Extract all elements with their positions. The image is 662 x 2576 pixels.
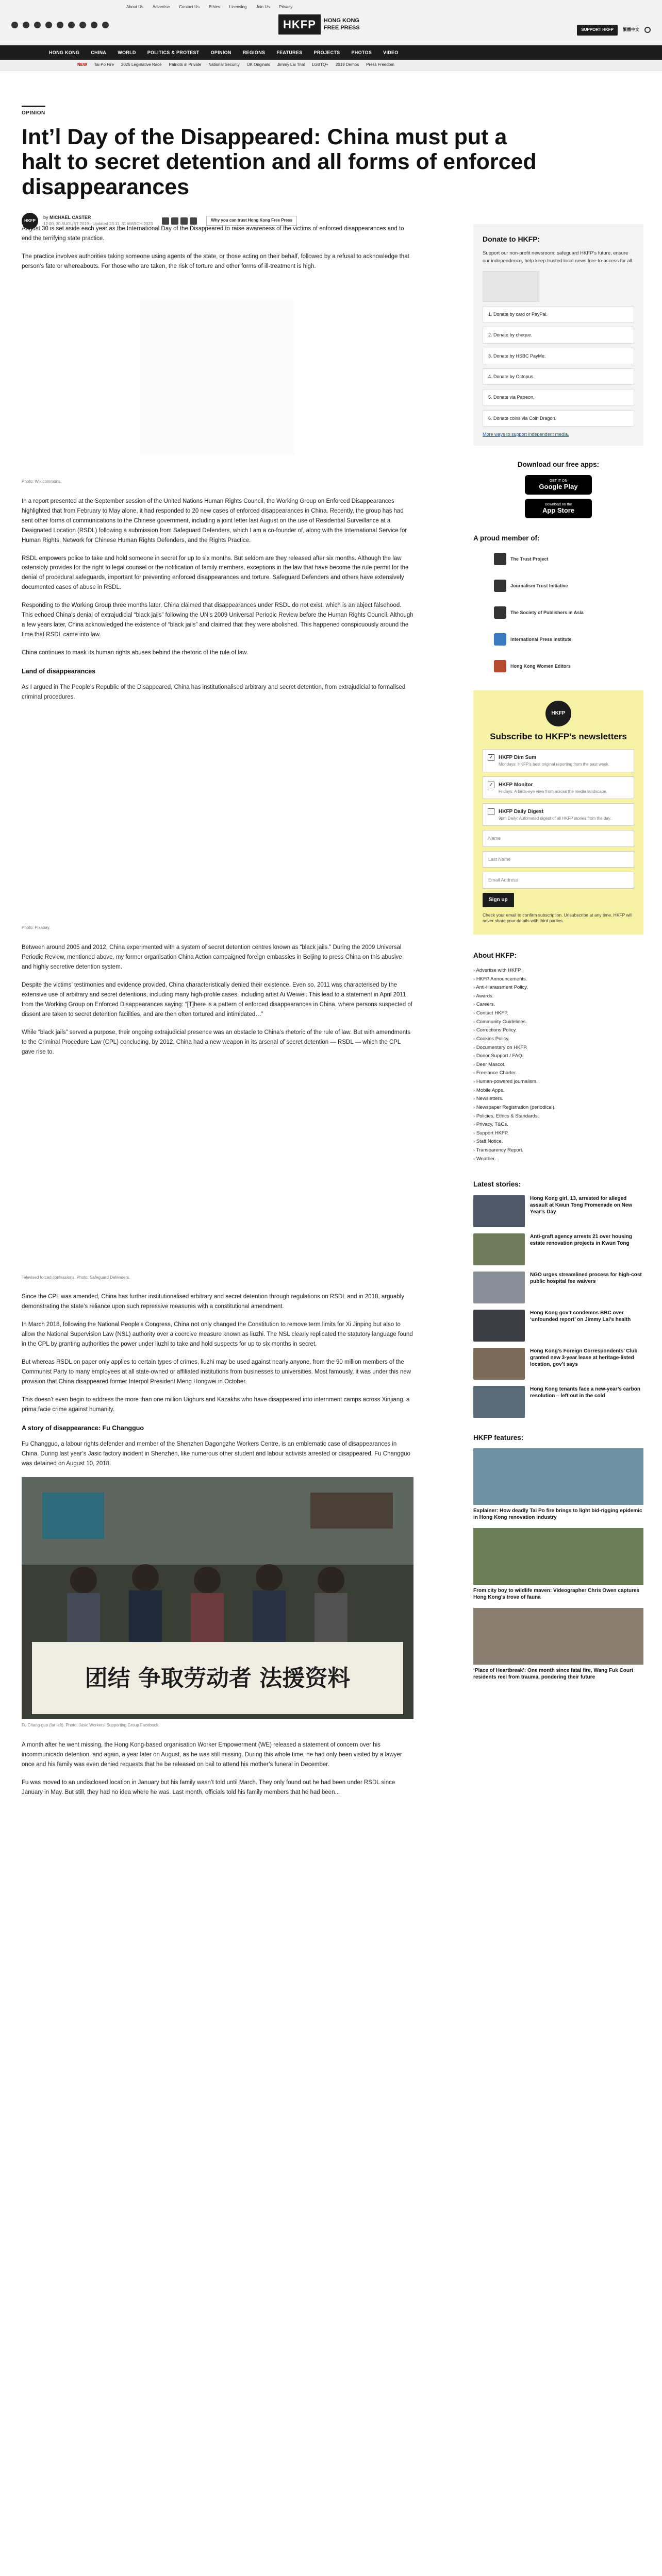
paragraph: In a report presented at the September session of the United Nations Human Rights Council, the Working Group on Enforced Disappearances highlighted that from February to May alone, it had responded to 20 new cases of enforced disappearances in China. Recently, the group has had sent other forms of communications to the Chinese government, including a joint letter last August on the use of Residential Surveillance at a Designated Location (RSDL) following a submission from Safeguard Defenders, which I am a co-founder of, along with the International Service for Human Rights, Network for Chinese Human Rights Defenders, and the Rights Practice. bbox=[22, 498, 407, 544]
about-section bbox=[473, 950, 643, 1163]
about-link[interactable]: › Newsletters. bbox=[473, 1095, 643, 1104]
nav-item[interactable]: REGIONS bbox=[242, 49, 266, 55]
x-share-icon[interactable] bbox=[171, 217, 178, 225]
about-link[interactable]: › Weather. bbox=[473, 1155, 643, 1164]
donate-option[interactable]: 4. Donate by Octopus. bbox=[483, 368, 634, 385]
story-title[interactable]: Anti-graft agency arrests 21 over housing estate renovation projects in Kwun Tong bbox=[530, 1233, 632, 1246]
linkedin-icon[interactable] bbox=[57, 22, 63, 28]
photo-caption: Televised forced confessions. Photo: Safeguard Defenders. bbox=[22, 1275, 130, 1280]
story-item[interactable] bbox=[473, 1272, 643, 1303]
threads-icon[interactable] bbox=[79, 22, 86, 28]
nav-item[interactable]: HONG KONG bbox=[49, 49, 80, 55]
member-logo[interactable] bbox=[473, 549, 643, 569]
about-link[interactable]: › Human-powered journalism. bbox=[473, 1078, 643, 1087]
story-thumbnail[interactable] bbox=[473, 1195, 525, 1227]
author-line bbox=[43, 214, 153, 221]
newsletter-name: HKFP Monitor bbox=[499, 782, 533, 788]
social-icons bbox=[11, 22, 109, 28]
google-play-small: GET IT ON bbox=[549, 479, 568, 483]
about-list bbox=[473, 967, 643, 1163]
more-ways-link[interactable] bbox=[483, 431, 634, 438]
trending-link[interactable]: Patriots in Private bbox=[169, 62, 202, 67]
wikicommons-photo-icon bbox=[22, 280, 413, 476]
signup-button[interactable]: Sign up bbox=[483, 893, 514, 907]
about-link[interactable]: › Staff Notice. bbox=[473, 1138, 643, 1146]
newsletter-title: Subscribe to HKFP’s newsletters bbox=[490, 731, 627, 741]
utility-link[interactable]: Ethics bbox=[208, 5, 220, 9]
member-name: Journalism Trust Initiative bbox=[510, 583, 568, 588]
trending-link[interactable]: 2025 Legislative Race bbox=[121, 62, 162, 67]
feature-image[interactable] bbox=[473, 1448, 643, 1505]
article-photo-4 bbox=[22, 1477, 413, 1719]
about-link[interactable]: › Contact HKFP. bbox=[473, 1009, 643, 1018]
member-name: The Trust Project bbox=[510, 556, 549, 562]
donate-intro: Support our non-profit newsroom: safeguard HKFP’s future, ensure our independence, help keep trusted local news free-to-access for all. bbox=[483, 250, 634, 264]
category-label[interactable]: OPINION bbox=[22, 106, 45, 117]
about-link[interactable]: › Advertise with HKFP. bbox=[473, 967, 643, 975]
photo-caption: Photo: Wikicommons. bbox=[22, 479, 62, 484]
about-link[interactable]: › Awards. bbox=[473, 992, 643, 1001]
donate-option[interactable]: 5. Donate via Patreon. bbox=[483, 389, 634, 405]
about-link[interactable]: › Corrections Policy. bbox=[473, 1026, 643, 1035]
about-link[interactable]: › Freelance Charter. bbox=[473, 1069, 643, 1078]
membership-section bbox=[473, 533, 643, 676]
newsletter-name: HKFP Dim Sum bbox=[499, 755, 537, 761]
paragraph: Between around 2005 and 2012, China experimented with a system of secret detention centres known as “black jails.” During the 2009 Universal Periodic Review, mentioned above, my former organisation China Action campaigned foreign embassies in Beijing to press China on this abusive and highly secretive detention system. bbox=[22, 944, 402, 970]
story-title[interactable]: Hong Kong tenants face a new-year’s carbon resolution – left out in the cold bbox=[530, 1386, 640, 1399]
latest-title: Latest stories: bbox=[473, 1180, 521, 1189]
paragraph: Since the CPL was amended, China has further institutionalised arbitrary and secret detention through regulations on RSDL and in 2018, arguably demonstrating the state’s reliance upon such repressive measures with a constitutional amendment. bbox=[22, 1294, 404, 1310]
paragraph: As I argued in The People’s Republic of the Disappeared, China has institutionalised arbitrary and secret detention, from extrajudicial to formalised criminal procedures. bbox=[22, 684, 406, 701]
utility-link[interactable]: Advertise bbox=[152, 5, 170, 9]
facebook-share-icon[interactable] bbox=[162, 217, 169, 225]
trending-link[interactable]: Press Freedom bbox=[366, 62, 394, 67]
whatsapp-share-icon[interactable] bbox=[180, 217, 188, 225]
paragraph: This doesn’t even begin to address the more than one million Uighurs and Kazakhs who have disappeared into internment camps across Xinjiang, a prima facie crime against humanity. bbox=[22, 1397, 410, 1413]
donate-title: Donate to HKFP: bbox=[483, 235, 540, 243]
about-link[interactable]: › Privacy, T&Cs. bbox=[473, 1121, 643, 1129]
nav-item[interactable]: POLITICS & PROTEST bbox=[147, 49, 200, 55]
top-right-controls bbox=[577, 25, 651, 36]
main-nav bbox=[0, 45, 662, 60]
newsletter-desc: Mondays: HKFP’s best original reporting from the past week. bbox=[499, 762, 610, 767]
nav-item[interactable]: OPINION bbox=[210, 49, 231, 55]
article-photo-1 bbox=[22, 280, 413, 476]
app-store-small: Download on the bbox=[544, 503, 572, 507]
trending-bar bbox=[0, 60, 662, 71]
logo-line-1: HONG KONG bbox=[323, 18, 359, 24]
member-logo[interactable] bbox=[473, 603, 643, 622]
feature-title[interactable]: Explainer: How deadly Tai Po fire brings to light bid-rigging epidemic in Hong Kong renovation industry bbox=[473, 1508, 642, 1521]
trust-link[interactable]: Why you can trust Hong Kong Free Press bbox=[206, 216, 297, 226]
author-name[interactable]: MICHAEL CASTER bbox=[49, 215, 91, 221]
trending-link[interactable]: Jimmy Lai Trial bbox=[277, 62, 305, 67]
story-title[interactable]: Hong Kong gov’t condemns BBC over ‘unfounded report’ on Jimmy Lai’s health bbox=[530, 1310, 631, 1323]
paragraph: A month after he went missing, the Hong Kong-based organisation Worker Empowerment (WE) released a statement of concern over his incommunicado detention, and again, a year later on August, as he was still missing. During this whole time, he had only been visited by a lawyer once and his family was even denied requests that he be released on bail to attend his mother’s funeral in December. bbox=[22, 1741, 402, 1768]
newsletter-name: HKFP Daily Digest bbox=[499, 808, 544, 815]
trust-project-icon bbox=[494, 553, 506, 565]
paragraph: In March 2018, following the National People’s Congress, China not only changed the Constitution to remove term limits for Xi Jinping but also to allow the National Supervision Law (NSL) authority over a coercive measure known as liuzhi. The NSL clearly replicated the statutory language found in the CPL by granting authorities the power under liuzhi to take and hold suspects for up to six months in secret. bbox=[22, 1321, 413, 1348]
newsletter-desc: 9pm Daily: Automated digest of all HKFP stories from the day. bbox=[499, 816, 611, 821]
article-photo-2 bbox=[22, 710, 413, 922]
paragraph: Fu was moved to an undisclosed location in January but his family wasn’t told until March. They only found out he had been under RSDL since January in May. But still, they had no idea where he was. Last month, officials told his family members that he had been... bbox=[22, 1779, 395, 1795]
member-name: International Press Institute bbox=[510, 636, 572, 642]
nav-item[interactable]: WORLD bbox=[118, 49, 136, 55]
section-heading: Land of disappearances bbox=[22, 668, 96, 675]
pixabay-photo-icon bbox=[22, 710, 413, 922]
member-title: A proud member of: bbox=[473, 534, 540, 543]
about-link[interactable]: › Policies, Ethics & Standards. bbox=[473, 1112, 643, 1121]
article-body bbox=[22, 224, 413, 1806]
latest-stories bbox=[473, 1179, 643, 1418]
newsletter-box bbox=[473, 690, 643, 935]
paragraph: China continues to mask its human rights abuses behind the rhetoric of the rule of law. bbox=[22, 650, 249, 656]
section-heading: A story of disappearance: Fu Changguo bbox=[22, 1425, 144, 1432]
trending-link[interactable]: Tai Po Fire bbox=[94, 62, 114, 67]
trending-link[interactable]: UK Originals bbox=[246, 62, 270, 67]
about-link[interactable]: › Donor Support / FAQ. bbox=[473, 1052, 643, 1061]
utility-link[interactable]: Contact Us bbox=[179, 5, 200, 9]
newsletter-desc: Fridays: A birds-eye view from across the media landscape. bbox=[499, 789, 607, 794]
newsletter-option[interactable] bbox=[483, 776, 634, 799]
donate-option[interactable]: 6. Donate coins via Coin Dragon. bbox=[483, 410, 634, 427]
hkfp-badge-icon: HKFP bbox=[545, 701, 571, 726]
newsletter-option[interactable] bbox=[483, 803, 634, 826]
jti-icon bbox=[494, 580, 506, 592]
member-logo[interactable] bbox=[473, 630, 643, 649]
about-link[interactable]: › Cookies Policy. bbox=[473, 1035, 643, 1044]
nav-item[interactable]: FEATURES bbox=[276, 49, 303, 55]
paragraph: While “black jails” served a purpose, their ongoing extrajudicial presence was an obstacle to China’s rhetoric of the rule of law. But with amendments to the Criminal Procedure Law (CPL) concluding, by 2012, China had a new weapon in its arsenal of secret detention — RSDL — which the CPL gave rise to. bbox=[22, 1029, 411, 1055]
trending-link[interactable]: 2019 Demos bbox=[335, 62, 359, 67]
about-link[interactable]: › Transparency Report. bbox=[473, 1146, 643, 1155]
story-thumbnail[interactable] bbox=[473, 1272, 525, 1303]
utility-link[interactable]: Join Us bbox=[256, 5, 270, 9]
paragraph: August 30 is set aside each year as the International Day of the Disappeared to raise awareness of the victims of enforced disappearances and to end the terrifying state practice. bbox=[22, 226, 404, 242]
paragraph: Fu Changguo, a labour rights defender and member of the Shenzhen Dagongzhe Workers Centre, is an emblematic case of disappearances in China. During last year’s Jasic factory incident in Shenzhen, like numerous other student and labour activists arrested or disappeared, Fu Changguo was detained on August 10, 2018. bbox=[22, 1441, 410, 1467]
top-bar bbox=[0, 0, 662, 45]
utility-link[interactable]: About Us bbox=[126, 5, 143, 9]
story-title[interactable]: NGO urges streamlined process for high-cost public hospital fee waivers bbox=[530, 1272, 642, 1284]
newsletter-note: Check your email to confirm subscription. Unsubscribe at any time. HKFP will never share your details with third parties. bbox=[483, 912, 633, 924]
member-name: Hong Kong Women Editors bbox=[510, 663, 571, 669]
apps-section bbox=[473, 459, 643, 519]
photo-caption: Fu Chang-guo (far left). Photo: Jasic Workers’ Supporting Group Facebook. bbox=[22, 1723, 160, 1728]
story-thumbnail[interactable] bbox=[473, 1386, 525, 1418]
article-header bbox=[22, 106, 640, 229]
about-link[interactable]: › Support HKFP. bbox=[473, 1129, 643, 1138]
about-link[interactable]: › Mobile Apps. bbox=[473, 1087, 643, 1095]
story-title[interactable]: Hong Kong’s Foreign Correspondents’ Club granted new 3-year lease at heritage-listed location, gov’t says bbox=[530, 1348, 638, 1367]
logo-mark: HKFP bbox=[278, 14, 321, 35]
about-title: About HKFP: bbox=[473, 952, 517, 960]
trending-link[interactable]: National Security bbox=[208, 62, 240, 67]
utility-link[interactable]: Licensing bbox=[229, 5, 247, 9]
feature-item[interactable] bbox=[473, 1608, 643, 1681]
checkbox[interactable] bbox=[488, 808, 494, 815]
google-play-button[interactable] bbox=[525, 475, 592, 495]
donate-box bbox=[473, 224, 643, 446]
email-share-icon[interactable] bbox=[190, 217, 197, 225]
story-item[interactable] bbox=[473, 1310, 643, 1342]
photo-banner-text: 团结 争取劳动者 法援资料 bbox=[85, 1665, 351, 1692]
youtube-icon[interactable] bbox=[45, 22, 52, 28]
about-link[interactable]: › Anti-Harassment Policy. bbox=[473, 984, 643, 992]
whatsapp-icon[interactable] bbox=[91, 22, 97, 28]
article-title: Int’l Day of the Disappeared: China must put a halt to secret detention and all forms of enforced disappearances bbox=[22, 125, 537, 199]
google-play-label: Google Play bbox=[539, 482, 578, 490]
group-photo-icon bbox=[22, 1477, 413, 1719]
feature-image[interactable] bbox=[473, 1528, 643, 1585]
features-section bbox=[473, 1432, 643, 1681]
paragraph: RSDL empowers police to take and hold someone in secret for up to six months. But seldom are they released after six months. Although the law ostensibly provides for the right to legal counsel or the notification of family members, exceptions in the law that have become the rule permit for the denial of procedural safeguards, important for preventing enforced disappearances and torture. Safeguard Defenders and others have extensively documented cases of abuse in RSDL. bbox=[22, 555, 409, 591]
trending-link[interactable]: LGBTQ+ bbox=[312, 62, 328, 67]
about-link[interactable]: › HKFP Announcements. bbox=[473, 975, 643, 984]
facebook-icon[interactable] bbox=[11, 22, 18, 28]
support-button[interactable]: SUPPORT HKFP bbox=[577, 25, 618, 36]
story-thumbnail[interactable] bbox=[473, 1233, 525, 1265]
rss-icon[interactable] bbox=[102, 22, 109, 28]
logo-text bbox=[324, 18, 360, 31]
women-editors-icon bbox=[494, 660, 506, 672]
story-item[interactable] bbox=[473, 1386, 643, 1418]
name-field[interactable]: Name bbox=[483, 830, 634, 846]
about-link[interactable]: › Careers. bbox=[473, 1001, 643, 1009]
member-logo[interactable] bbox=[473, 576, 643, 596]
app-store-button[interactable] bbox=[525, 499, 592, 518]
new-badge: NEW bbox=[77, 62, 87, 67]
feature-item[interactable] bbox=[473, 1528, 643, 1601]
ipi-icon bbox=[494, 633, 506, 646]
utility-link[interactable]: Privacy bbox=[279, 5, 293, 9]
donate-option[interactable]: 2. Donate by cheque. bbox=[483, 327, 634, 343]
search-icon[interactable] bbox=[644, 27, 651, 33]
story-thumbnail[interactable] bbox=[473, 1310, 525, 1342]
story-thumbnail[interactable] bbox=[473, 1348, 525, 1380]
email-field[interactable]: Email Address bbox=[483, 872, 634, 888]
payment-logos-icon bbox=[483, 271, 539, 302]
more-ways-anchor[interactable]: More ways to support independent media. bbox=[483, 432, 569, 437]
feature-title[interactable]: From city boy to wildlife maven: Videographer Chris Owen captures Hong Kong’s trove of fauna bbox=[473, 1588, 640, 1601]
site-logo[interactable] bbox=[278, 14, 360, 35]
photo-caption: Photo: Pixabay. bbox=[22, 925, 51, 930]
story-item[interactable] bbox=[473, 1195, 643, 1227]
sidebar bbox=[473, 224, 643, 1688]
about-link[interactable]: › Documentary on HKFP. bbox=[473, 1044, 643, 1053]
about-link[interactable]: › Deer Mascot. bbox=[473, 1061, 643, 1070]
language-switch[interactable]: 繁體中文 bbox=[623, 27, 639, 32]
telegram-icon[interactable] bbox=[68, 22, 75, 28]
about-link[interactable]: › Community Guidelines. bbox=[473, 1018, 643, 1027]
app-store-label: App Store bbox=[542, 506, 575, 514]
share-buttons bbox=[162, 217, 197, 225]
story-item[interactable] bbox=[473, 1348, 643, 1380]
nav-item[interactable]: PHOTOS bbox=[351, 49, 372, 55]
utility-links bbox=[126, 4, 292, 11]
nav-item[interactable]: VIDEO bbox=[383, 49, 399, 55]
publish-dates: 12:00, 30 AUGUST 2019 · Updated 23:11, 31 MARCH 2023 bbox=[43, 222, 153, 227]
paragraph: Despite the victims’ testimonies and evidence provided, China characteristically denied their existence. Even so, 2011 was characterised by the extensive use of arbitrary and secret detentions, including many high-profile cases, including artist Ai Weiwei. This lead to a statement in April 2011 from the Working Group on Enforced Disappearances saying: “[T]here is a pattern of enforced disappearances in China, where persons suspected of dissent are taken to secret detention facilities, and are then often tortured and intimidated…” bbox=[22, 981, 412, 1018]
donate-option[interactable]: 3. Donate by HSBC PayMe. bbox=[483, 348, 634, 364]
paragraph: The practice involves authorities taking someone using agents of the state, or those acting on their behalf, followed by a refusal to acknowledge that person’s fate or whereabouts. For those who are taken, the risk of torture and other forms of ill-treatment is high. bbox=[22, 253, 409, 269]
article-photo-3 bbox=[22, 1065, 413, 1272]
sopa-icon bbox=[494, 606, 506, 619]
donate-option[interactable]: 1. Donate by card or PayPal. bbox=[483, 306, 634, 323]
checkbox[interactable]: ✓ bbox=[488, 782, 494, 788]
newsletter-option[interactable] bbox=[483, 749, 634, 772]
paragraph: But whereas RSDL on paper only applies to certain types of crimes, liuzhi may be used against nearly anyone, from the 90 million members of the Communist Party to many employees at all state-owned or affiliated institutions from businesses to universities. Most famously, it was under this new provision that China disappeared former Interpol President Meng Hongwei in October. bbox=[22, 1359, 411, 1385]
member-name: The Society of Publishers in Asia bbox=[510, 609, 584, 615]
nav-item[interactable]: PROJECTS bbox=[313, 49, 340, 55]
nav-item[interactable]: CHINA bbox=[91, 49, 107, 55]
story-item[interactable] bbox=[473, 1233, 643, 1265]
feature-item[interactable] bbox=[473, 1448, 643, 1521]
checkbox[interactable]: ✓ bbox=[488, 754, 494, 761]
forced-confessions-photo-icon bbox=[22, 1065, 413, 1272]
paragraph: Responding to the Working Group three months later, China claimed that disappearances under RSDL do not exist, which is an abject falsehood. This echoed China’s denial of extrajudicial “black jails” following the UN’s 2009 Universal Periodic Review before the Human Rights Council. Although a few years later, China acknowledged the existence of “black jails” and claimed that they were abolished. This happened conspicuously around the time that RSDL came into law. bbox=[22, 602, 413, 638]
features-title: HKFP features: bbox=[473, 1433, 524, 1442]
apps-title: Download our free apps: bbox=[517, 460, 600, 468]
x-icon[interactable] bbox=[23, 22, 29, 28]
feature-title[interactable]: ‘Place of Heartbreak’: One month since fatal fire, Wang Fuk Court residents reel from trauma, pondering their future bbox=[473, 1668, 634, 1681]
logo-line-2: FREE PRESS bbox=[323, 24, 360, 31]
author-avatar: HKFP bbox=[22, 213, 38, 229]
about-link[interactable]: › Newspaper Registration (periodical). bbox=[473, 1104, 643, 1112]
story-title[interactable]: Hong Kong girl, 13, arrested for alleged assault at Kwun Tong Promenade on New Year’s Day bbox=[530, 1195, 633, 1215]
last-name-field[interactable]: Last Name bbox=[483, 851, 634, 868]
instagram-icon[interactable] bbox=[34, 22, 41, 28]
member-logo[interactable] bbox=[473, 656, 643, 676]
feature-image[interactable] bbox=[473, 1608, 643, 1665]
author-prefix: by bbox=[43, 215, 48, 221]
